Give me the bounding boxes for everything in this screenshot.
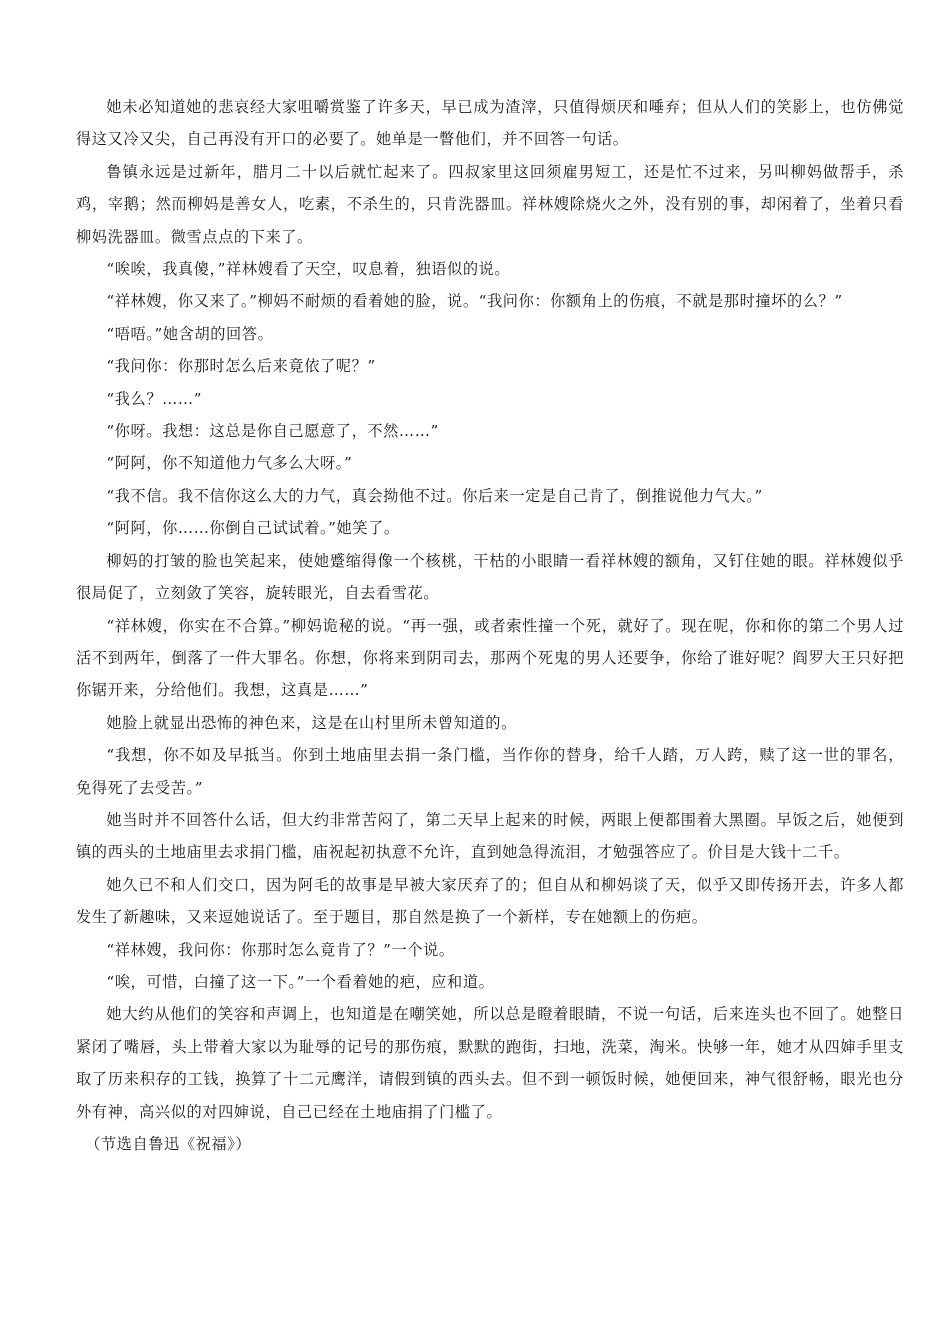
paragraph: “阿阿，你……你倒自己试试着。”她笑了。 [106, 519, 400, 538]
paragraph: “唉唉，我真傻，”祥林嫂看了天空，叹息着，独语似的说。 [106, 260, 511, 279]
paragraph: 柳妈的打皱的脸也笑起来，使她蹙缩得像一个核桃，干枯的小眼睛一看祥林嫂的额角，又钉住她的眼。祥林嫂似乎很局促了，立刻敛了笑容，旋转眼光，自去看雪花。 [76, 551, 904, 603]
paragraph: 她久已不和人们交口，因为阿毛的故事是早被大家厌弃了的；但自从和柳妈谈了天，似乎又即传扬开去，许多人都发生了新趣味，又来逗她说话了。至于题目，那自然是换了一个新样，专在她额上的伤疤。 [76, 875, 904, 927]
paragraph: “祥林嫂，你实在不合算。”柳妈诡秘的说。“再一强，或者索性撞一个死，就好了。现在呢，你和你的第二个男人过活不到两年，倒落了一件大罪名。你想，你将来到阴司去，那两个死鬼的男人还要争，你给了谁好呢？阎罗大王只好把你锯开来，分给他们。我想，这真是……” [76, 616, 904, 700]
paragraph: “阿阿，你不知道他力气多么大呀。” [106, 454, 353, 473]
paragraph: 她大约从他们的笑容和声调上，也知道是在嘲笑她，所以总是瞪着眼睛，不说一句话，后来连头也不回了。她整日紧闭了嘴唇，头上带着大家以为耻辱的记号的那伤痕，默默的跑街，扫地，洗菜，淘米。快够一年，她才从四婶手里支取了历来积存的工钱，换算了十二元鹰洋，请假到镇的西头去。但不到一顿饭时候，她便回来，神气很舒畅，眼光也分外有神，高兴似的对四婶说，自己已经在土地庙捐了门槛了。 [76, 1005, 904, 1121]
source-citation: （节选自鲁迅《祝福》） [85, 1135, 252, 1153]
paragraph: “我想，你不如及早抵当。你到土地庙里去捐一条门槛，当作你的替身，给千人踏，万人跨，赎了这一世的罪名，免得死了去受苦。” [76, 746, 904, 797]
paragraph: “我么？……” [106, 389, 203, 408]
paragraph: 她当时并不回答什么话，但大约非常苦闷了，第二天早上起来的时候，两眼上便都围着大黑圈。早饭之后，她便到镇的西头的土地庙里去求捐门槛，庙祝起初执意不允许，直到她急得流泪，才勉强答应了。价目是大钱十二千。 [76, 810, 904, 862]
paragraph: 她未必知道她的悲哀经大家咀嚼赏鉴了许多天，早已成为渣滓，只值得烦厌和唾弃；但从人们的笑影上，也仿佛觉得这又冷又尖，自己再没有开口的必要了。她单是一瞥他们，并不回答一句话。 [76, 98, 904, 149]
passage-body [76, 91, 904, 1160]
paragraph: “祥林嫂，我问你：你那时怎么竟肯了？”一个说。 [106, 940, 455, 959]
paragraph: “祥林嫂，你又来了。”柳妈不耐烦的看着她的脸，说。“我问你：你额角上的伤痕，不就是那时撞坏的么？” [106, 292, 843, 311]
paragraph: “唔唔。”她含胡的回答。 [106, 324, 274, 343]
paragraph: 她脸上就显出恐怖的神色来，这是在山村里所未曾知道的。 [106, 713, 517, 732]
paragraph: “你呀。我想：这总是你自己愿意了，不然……” [106, 422, 439, 441]
paragraph: “我问你：你那时怎么后来竟依了呢？” [106, 357, 376, 376]
paragraph: 鲁镇永远是过新年，腊月二十以后就忙起来了。四叔家里这回须雇男短工，还是忙不过来，另叫柳妈做帮手，杀鸡，宰鹅；然而柳妈是善女人，吃素，不杀生的，只肯洗器皿。祥林嫂除烧火之外，没有别的事，却闲着了，坐着只看柳妈洗器皿。微雪点点的下来了。 [76, 162, 904, 246]
paragraph: “我不信。我不信你这么大的力气，真会拗他不过。你后来一定是自己肯了，倒推说他力气大。” [106, 486, 763, 505]
paragraph: “唉，可惜，白撞了这一下。”一个看着她的疤，应和道。 [106, 972, 495, 991]
